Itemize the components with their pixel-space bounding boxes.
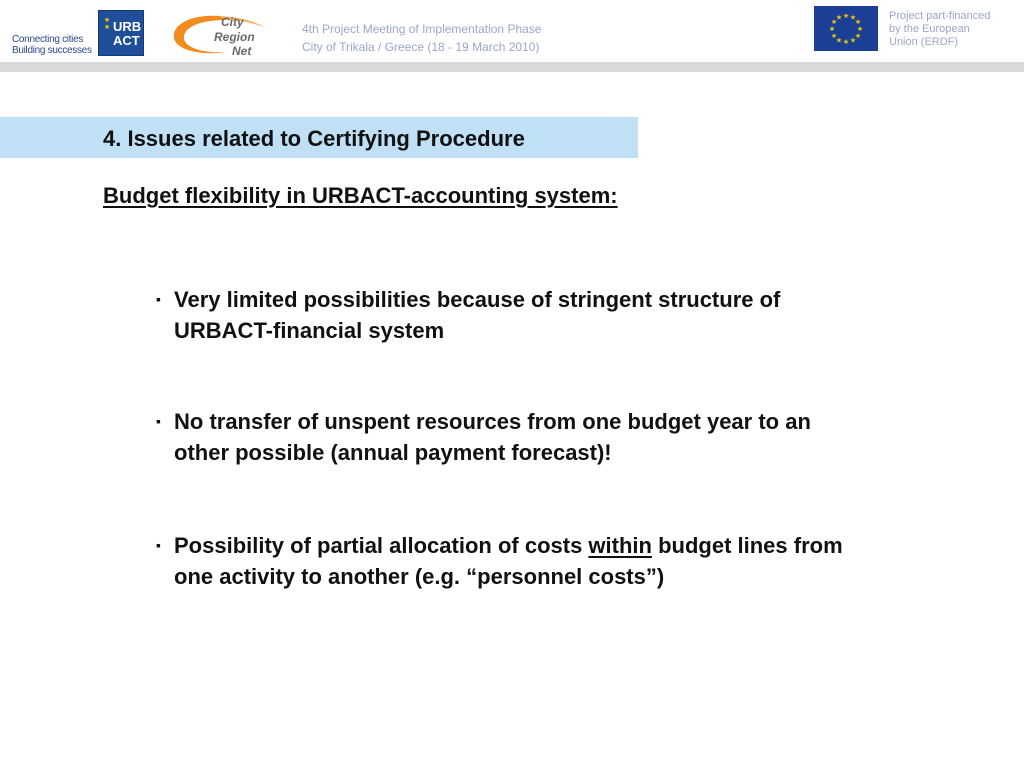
bullet-text-emphasis: within: [588, 533, 652, 558]
crn-logo-text-2: Region: [214, 30, 255, 44]
svg-text:★: ★: [842, 38, 850, 46]
crn-logo-text-3: Net: [232, 44, 252, 58]
urbact-logo-text-2: ACT: [113, 33, 140, 48]
tagline-line-2: Building successes: [12, 45, 92, 56]
svg-text:★: ★: [856, 25, 864, 33]
bullet-text: [174, 284, 974, 346]
bullet-line-1: Very limited possibilities because of stringent structure of: [174, 287, 781, 312]
meeting-line-1: 4th Project Meeting of Implementation Phase: [302, 22, 542, 36]
bullet-square-icon: ▪: [156, 413, 161, 429]
tagline-line-1: Connecting cities: [12, 34, 84, 45]
svg-text:★: ★: [828, 25, 836, 33]
bullet-text: [174, 530, 974, 592]
svg-text:★: ★: [849, 13, 857, 22]
eu-funding-line-2: by the European: [889, 23, 970, 35]
meeting-line-2: City of Trikala / Greece (18 - 19 March 2010): [302, 40, 540, 54]
bullet-square-icon: ▪: [156, 537, 161, 553]
svg-text:★: ★: [835, 13, 843, 22]
eu-funding-line-1: Project part-financed: [889, 10, 991, 22]
eu-funding-line-3: Union (ERDF): [889, 36, 959, 48]
bullet-square-icon: ▪: [156, 291, 161, 307]
bullet-line-2: URBACT-financial system: [174, 318, 445, 343]
urbact-logo: [98, 10, 144, 56]
urbact-logo-text-1: URB: [113, 19, 142, 34]
section-title: 4. Issues related to Certifying Procedure: [103, 126, 525, 151]
city-region-net-logo: [170, 10, 274, 58]
star-icon: ★ ★: [103, 17, 111, 31]
meeting-info: [302, 20, 541, 56]
bullet-line-2: other possible (annual payment forecast)!: [174, 440, 612, 465]
svg-text:★: ★: [830, 18, 838, 26]
slide-header: [0, 0, 1024, 62]
svg-text:★: ★: [849, 36, 857, 45]
bullet-text-before: Possibility of partial allocation of costs: [174, 533, 589, 558]
svg-text:★: ★: [854, 18, 862, 26]
eu-flag-icon: [814, 6, 878, 51]
svg-text:★: ★: [830, 32, 838, 40]
urbact-tagline: [12, 34, 94, 56]
header-divider: [0, 62, 1024, 72]
bullet-text: [174, 406, 974, 468]
bullet-line-1: No transfer of unspent resources from one budget year to an: [174, 409, 811, 434]
bullet-text-after: budget lines from: [651, 533, 843, 558]
svg-text:★: ★: [842, 12, 850, 20]
eu-funding-note: [889, 10, 991, 49]
slide-subtitle: Budget flexibility in URBACT-accounting system:: [103, 183, 618, 208]
svg-text:★: ★: [835, 36, 843, 45]
crn-logo-text-1: City: [221, 15, 244, 29]
bullet-line-1: [174, 530, 974, 561]
bullet-line-2: one activity to another (e.g. “personnel costs”): [174, 564, 665, 589]
svg-text:★: ★: [854, 32, 862, 40]
